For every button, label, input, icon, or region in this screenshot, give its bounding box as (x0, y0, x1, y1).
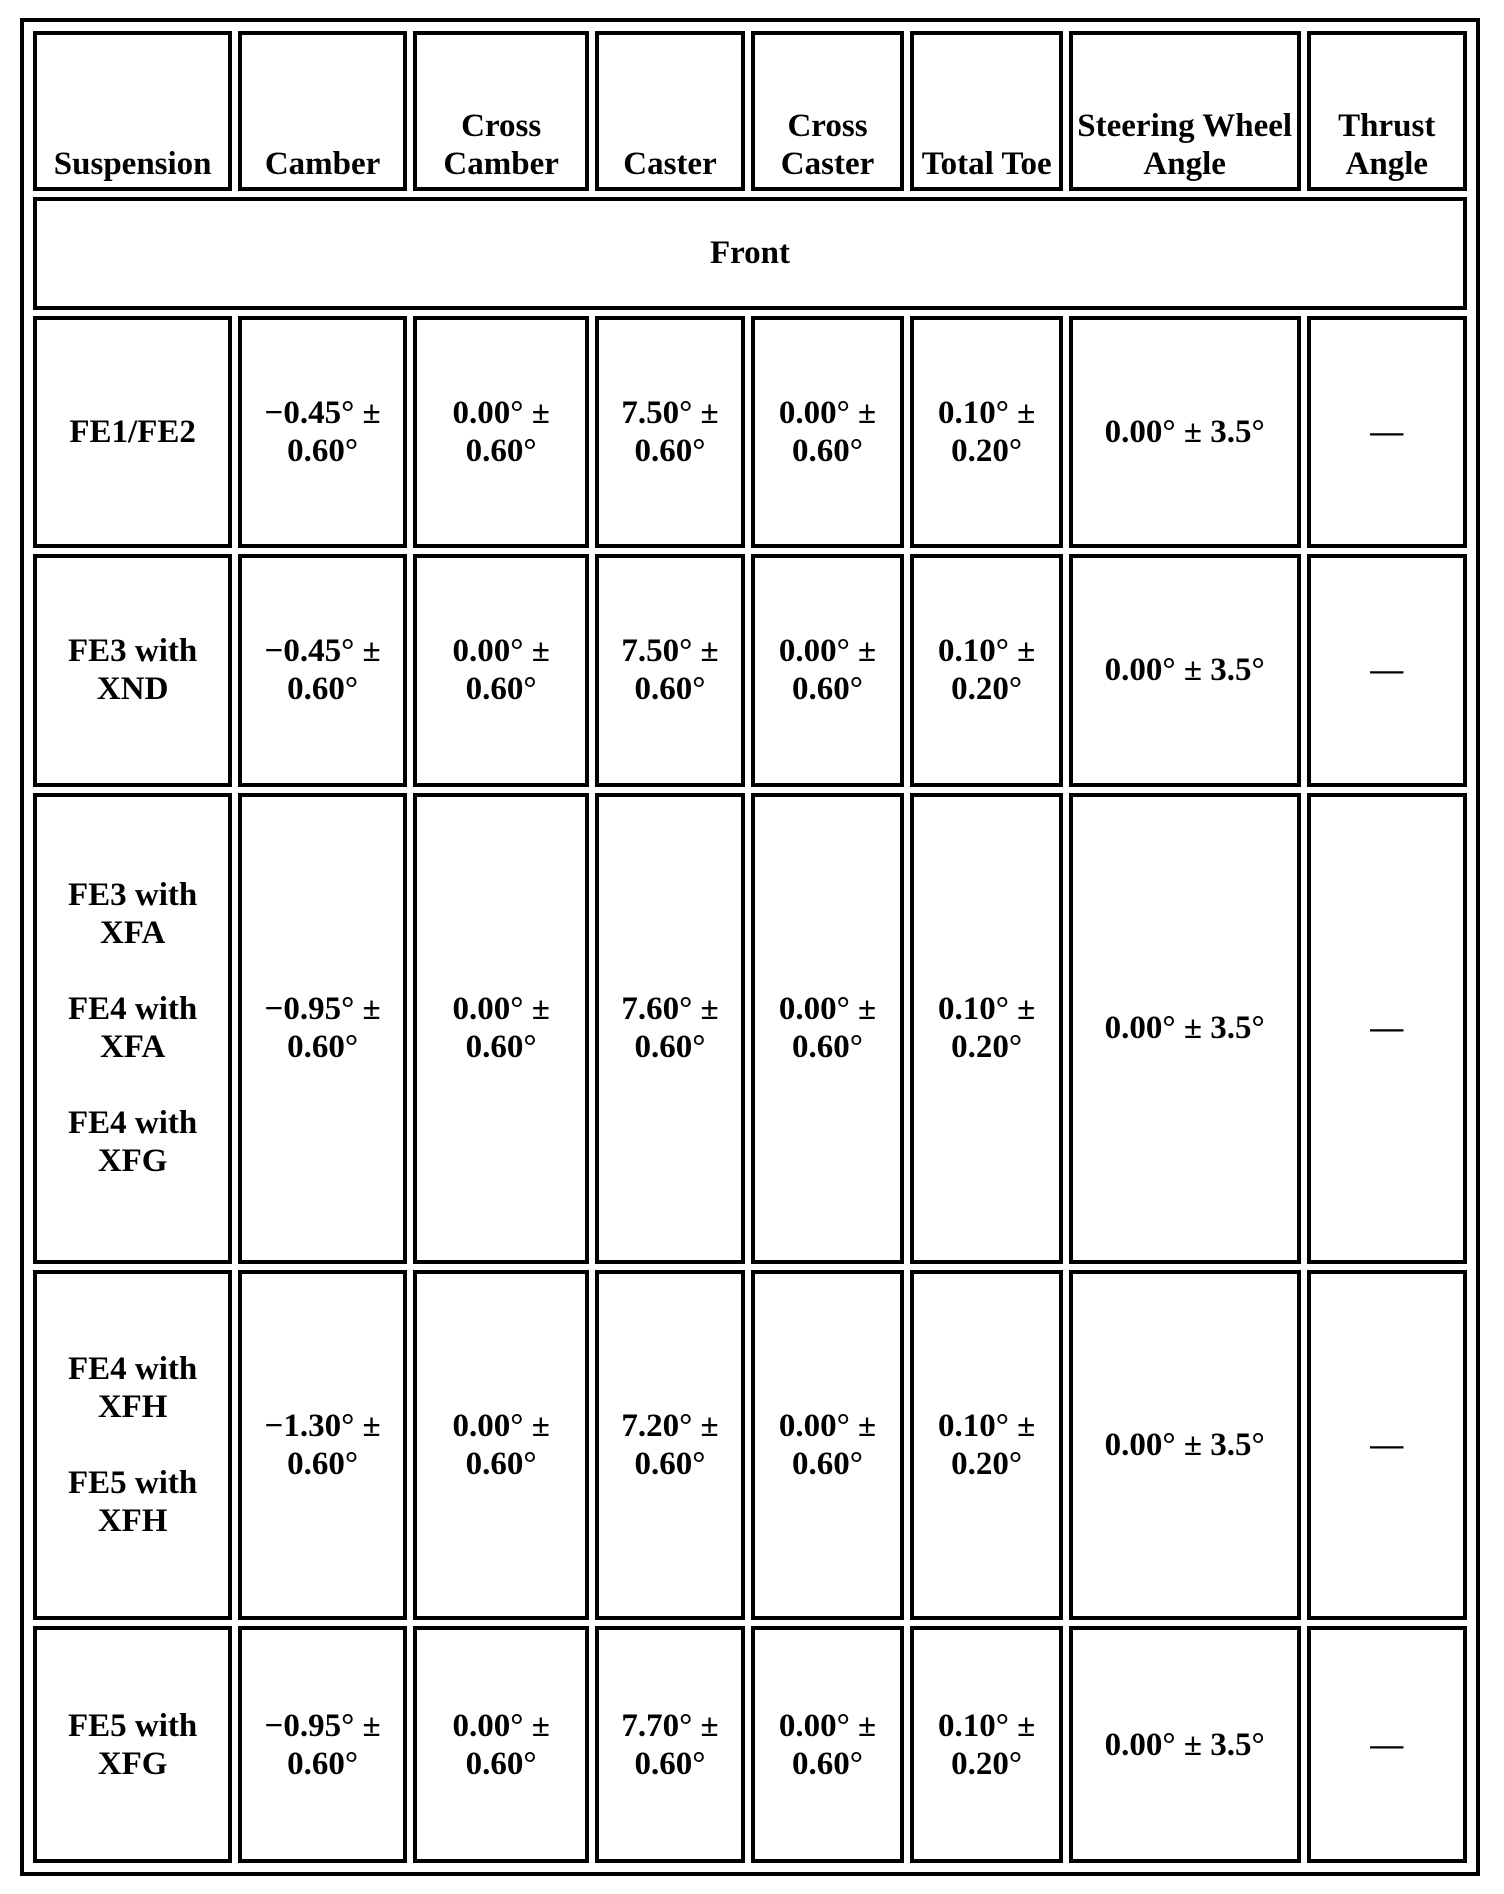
table-row (33, 1626, 1467, 1863)
suspension-code: FE4 with XFA (68, 991, 198, 1066)
camber-cell: −1.30° ± 0.60° (238, 1270, 407, 1621)
suspension-cell (33, 554, 232, 787)
camber-cell: −0.95° ± 0.60° (238, 1626, 407, 1863)
header-row (33, 31, 1467, 191)
camber-cell: −0.45° ± 0.60° (238, 316, 407, 549)
header-cross-camber: Cross Camber (413, 31, 590, 191)
header-steering-wheel-angle: Steering Wheel Angle (1069, 31, 1301, 191)
suspension-code: FE5 with XFG (68, 1707, 198, 1782)
suspension-cell (33, 1626, 232, 1863)
suspension-code: FE5 with XFH (68, 1465, 198, 1540)
caster-cell: 7.20° ± 0.60° (595, 1270, 744, 1621)
cross-caster-cell: 0.00° ± 0.60° (751, 554, 905, 787)
section-row-front (33, 197, 1467, 309)
suspension-cell (33, 1270, 232, 1621)
header-total-toe: Total Toe (910, 31, 1062, 191)
table-row (33, 554, 1467, 787)
camber-cell: −0.45° ± 0.60° (238, 554, 407, 787)
thrust-angle-cell: — (1307, 1270, 1467, 1621)
cross-camber-cell: 0.00° ± 0.60° (413, 316, 590, 549)
total-toe-cell: 0.10° ± 0.20° (910, 554, 1062, 787)
suspension-code: FE3 with XFA (68, 877, 198, 952)
camber-cell: −0.95° ± 0.60° (238, 793, 407, 1264)
steering-wheel-angle-cell: 0.00° ± 3.5° (1069, 793, 1301, 1264)
header-cross-caster: Cross Caster (751, 31, 905, 191)
cross-camber-cell: 0.00° ± 0.60° (413, 554, 590, 787)
caster-cell: 7.50° ± 0.60° (595, 554, 744, 787)
thrust-angle-cell: — (1307, 793, 1467, 1264)
cross-camber-cell: 0.00° ± 0.60° (413, 793, 590, 1264)
header-suspension: Suspension (33, 31, 232, 191)
section-label: Front (33, 197, 1467, 309)
steering-wheel-angle-cell: 0.00° ± 3.5° (1069, 1626, 1301, 1863)
cross-caster-cell: 0.00° ± 0.60° (751, 316, 905, 549)
suspension-cell (33, 793, 232, 1264)
caster-cell: 7.50° ± 0.60° (595, 316, 744, 549)
steering-wheel-angle-cell: 0.00° ± 3.5° (1069, 1270, 1301, 1621)
header-thrust-angle: Thrust Angle (1307, 31, 1467, 191)
cross-caster-cell: 0.00° ± 0.60° (751, 1626, 905, 1863)
steering-wheel-angle-cell: 0.00° ± 3.5° (1069, 316, 1301, 549)
steering-wheel-angle-cell: 0.00° ± 3.5° (1069, 554, 1301, 787)
cross-caster-cell: 0.00° ± 0.60° (751, 793, 905, 1264)
thrust-angle-cell: — (1307, 316, 1467, 549)
table-row (33, 793, 1467, 1264)
alignment-spec-table-frame (20, 18, 1480, 1876)
thrust-angle-cell: — (1307, 554, 1467, 787)
table-row (33, 1270, 1467, 1621)
cross-caster-cell: 0.00° ± 0.60° (751, 1270, 905, 1621)
total-toe-cell: 0.10° ± 0.20° (910, 1270, 1062, 1621)
suspension-code: FE3 with XND (68, 633, 198, 708)
table-row (33, 316, 1467, 549)
suspension-code: FE4 with XFH (68, 1351, 198, 1426)
suspension-cell (33, 316, 232, 549)
suspension-code: FE4 with XFG (68, 1105, 198, 1180)
suspension-code: FE1/FE2 (69, 413, 196, 450)
caster-cell: 7.60° ± 0.60° (595, 793, 744, 1264)
caster-cell: 7.70° ± 0.60° (595, 1626, 744, 1863)
header-camber: Camber (238, 31, 407, 191)
alignment-spec-table (27, 25, 1473, 1869)
header-caster: Caster (595, 31, 744, 191)
total-toe-cell: 0.10° ± 0.20° (910, 793, 1062, 1264)
total-toe-cell: 0.10° ± 0.20° (910, 316, 1062, 549)
cross-camber-cell: 0.00° ± 0.60° (413, 1270, 590, 1621)
total-toe-cell: 0.10° ± 0.20° (910, 1626, 1062, 1863)
cross-camber-cell: 0.00° ± 0.60° (413, 1626, 590, 1863)
thrust-angle-cell: — (1307, 1626, 1467, 1863)
